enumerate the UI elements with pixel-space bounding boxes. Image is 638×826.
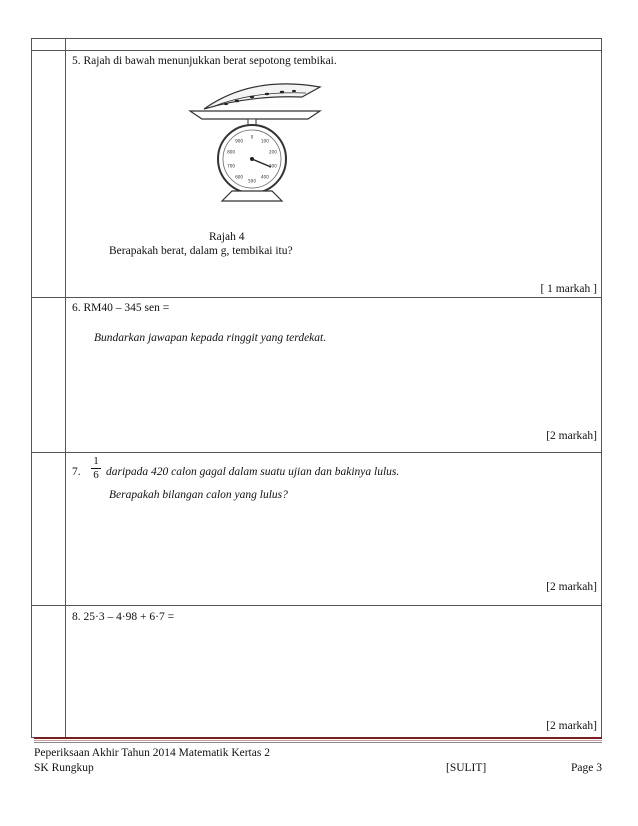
question-7-cell (66, 453, 602, 605)
footer-divider (34, 737, 602, 743)
question-6-cell (66, 298, 602, 452)
dial-label: 500 (248, 178, 256, 184)
question-7-marks: [2 markah] (546, 581, 597, 593)
footer-sulit: [SULIT] (446, 762, 487, 774)
number-column-cell (32, 453, 66, 605)
fraction-denominator: 6 (93, 469, 99, 481)
number-column-cell (32, 606, 66, 737)
question-8-text: 8. 25·3 – 4·98 + 6·7 = (72, 611, 175, 623)
question-column-cell (66, 39, 602, 50)
dial-label: 700 (227, 163, 236, 169)
question-5-prompt: Berapakah berat, dalam g, tembikai itu? (109, 245, 293, 257)
question-7-text: daripada 420 calon gagal dalam suatu ujian dan bakinya lulus. (106, 466, 400, 478)
question-6-instruction: Bundarkan jawapan kepada ringgit yang terdekat. (94, 332, 327, 344)
dial-label: 100 (260, 138, 269, 144)
question-5-marks: [ 1 markah ] (540, 283, 597, 295)
watermelon-slice (204, 84, 320, 109)
dial-label: 600 (235, 174, 244, 180)
question-6-row (32, 298, 602, 453)
dial-label: 0 (250, 134, 254, 140)
question-5-row (32, 51, 602, 298)
question-7-prompt: Berapakah bilangan calon yang lulus? (109, 489, 288, 501)
table-header-row (32, 39, 602, 51)
question-6-marks: [2 markah] (546, 430, 597, 442)
number-column-cell (32, 298, 66, 452)
dial-label: 900 (235, 138, 244, 144)
question-table (31, 38, 602, 738)
footer-exam-title: Peperiksaan Akhir Tahun 2014 Matematik Kertas 2 (34, 747, 270, 759)
figure-caption: Rajah 4 (209, 231, 245, 243)
dial-label: 300 (268, 163, 277, 169)
question-7-number: 7. (72, 466, 81, 478)
footer-school: SK Rungkup (34, 762, 94, 774)
page-footer (34, 746, 602, 776)
weighing-scale-figure (182, 83, 322, 203)
number-column-cell (32, 51, 66, 297)
fraction-numerator: 1 (91, 455, 101, 469)
question-7-fraction (91, 455, 101, 482)
footer-page-number: Page 3 (571, 762, 602, 774)
question-8-row (32, 606, 602, 738)
number-column-cell (32, 39, 66, 50)
dial-label: 800 (227, 149, 236, 155)
dial-label: 200 (268, 149, 277, 155)
question-7-row (32, 453, 602, 606)
dial-label: 400 (260, 174, 269, 180)
question-8-cell (66, 606, 602, 737)
scale-pan (190, 111, 320, 119)
question-5-text: 5. Rajah di bawah menunjukkan berat sepotong tembikai. (72, 55, 337, 67)
question-6-text: 6. RM40 – 345 sen = (72, 302, 170, 314)
question-8-marks: [2 markah] (546, 720, 597, 732)
scale-base (222, 191, 282, 201)
question-5-cell (66, 51, 602, 297)
